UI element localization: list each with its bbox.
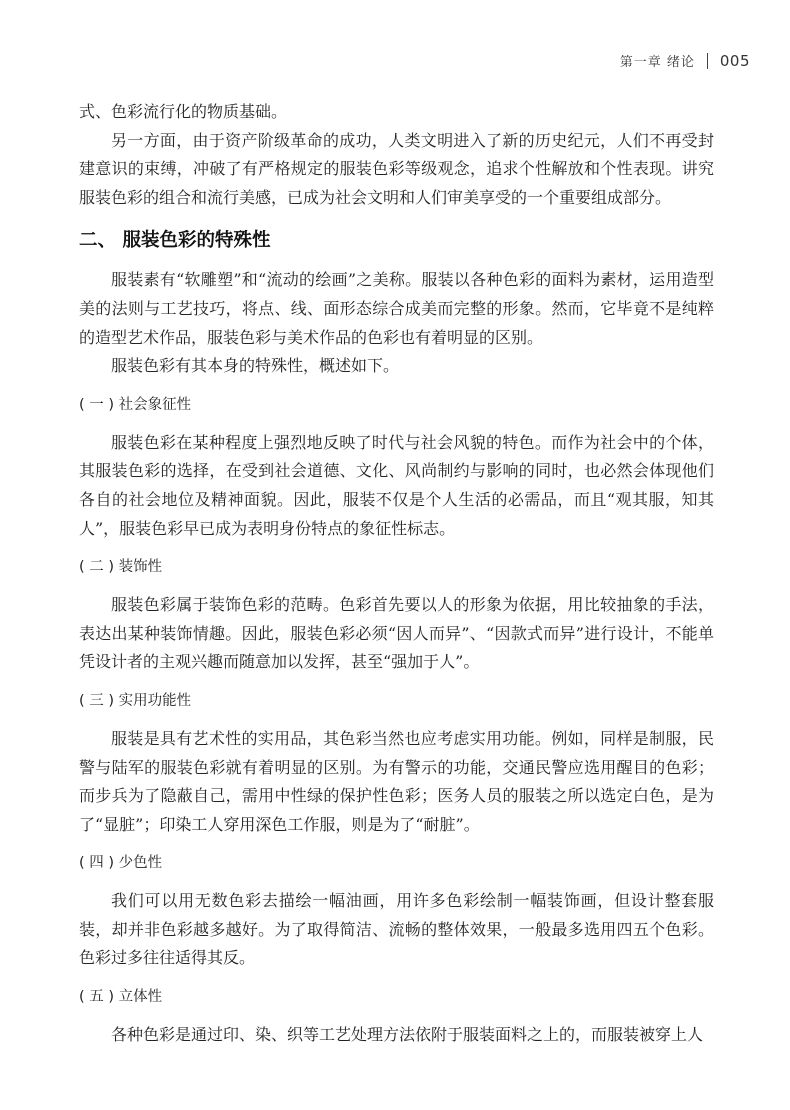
paragraph: 另一方面，由于资产阶级革命的成功，人类文明进入了新的历史纪元，人们不再受封建意识的束缚，冲破了有严格规定的服装色彩等级观念，追求个性解放和个性表现。讲究服装色彩的组合和流行美感，已成为社会文明和人们审美享受的一个重要组成部分。 bbox=[79, 130, 714, 207]
header-divider bbox=[707, 53, 708, 69]
subsection-heading: ( 二 ) 装饰性 bbox=[79, 559, 163, 576]
chapter-title: 第一章 绪论 bbox=[619, 55, 695, 70]
paragraph: 服装色彩在某种程度上强烈地反映了时代与社会风貌的特色。而作为社会中的个体，其服装色彩的选择，在受到社会道德、文化、风尚制约与影响的同时，也必然会体现他们各自的社会地位及精神面貌。因此，服装不仅是个人生活的必需品，而且“观其服，知其人”，服装色彩早已成为表明身份特点的象征性标志。 bbox=[79, 432, 714, 538]
body-text bbox=[79, 98, 714, 1050]
paragraph: 服装色彩属于装饰色彩的范畴。色彩首先要以人的形象为依据，用比较抽象的手法，表达出某种装饰情趣。因此，服装色彩必须“因人而异”、“因款式而异”进行设计，不能单凭设计者的主观兴趣而随意加以发挥，甚至“强加于人”。 bbox=[79, 595, 714, 672]
paragraph: 各种色彩是通过印、染、织等工艺处理方法依附于服装面料之上的，而服装被穿上人 bbox=[111, 1025, 704, 1045]
page-number: 005 bbox=[719, 51, 750, 70]
running-header bbox=[620, 51, 750, 70]
subsection-heading: ( 一 ) 社会象征性 bbox=[79, 396, 192, 413]
paragraph: 服装素有“软雕塑”和“流动的绘画”之美称。服装以各种色彩的面料为素材，运用造型美的法则与工艺技巧，将点、线、面形态综合成美而完整的形象。然而，它毕竟不是纯粹的造型艺术作品，服装色彩与美术作品的色彩也有着明显的区别。 bbox=[79, 270, 714, 347]
subsection-heading: ( 四 ) 少色性 bbox=[79, 855, 163, 872]
paragraph: 服装是具有艺术性的实用品，其色彩当然也应考虑实用功能。例如，同样是制服，民警与陆军的服装色彩就有着明显的区别。为有警示的功能，交通民警应选用醒目的色彩；而步兵为了隐蔽自己，需用中性绿的保护性色彩；医务人员的服装之所以选定白色，是为了“显脏”；印染工人穿用深色工作服，则是为了“耐脏”。 bbox=[79, 728, 714, 834]
paragraph-continuation: 式、色彩流行化的物质基础。 bbox=[79, 102, 288, 121]
subsection-heading: ( 三 ) 实用功能性 bbox=[79, 692, 192, 709]
paragraph: 服装色彩有其本身的特殊性，概述如下。 bbox=[111, 356, 400, 376]
paragraph: 我们可以用无数色彩去描绘一幅油画，用许多色彩绘制一幅装饰画，但设计整套服装，却并非色彩越多越好。为了取得简洁、流畅的整体效果，一般最多选用四五个色彩。色彩过多往往适得其反。 bbox=[79, 891, 714, 968]
section-heading: 二、 服装色彩的特殊性 bbox=[79, 230, 271, 252]
subsection-heading: ( 五 ) 立体性 bbox=[79, 989, 163, 1006]
